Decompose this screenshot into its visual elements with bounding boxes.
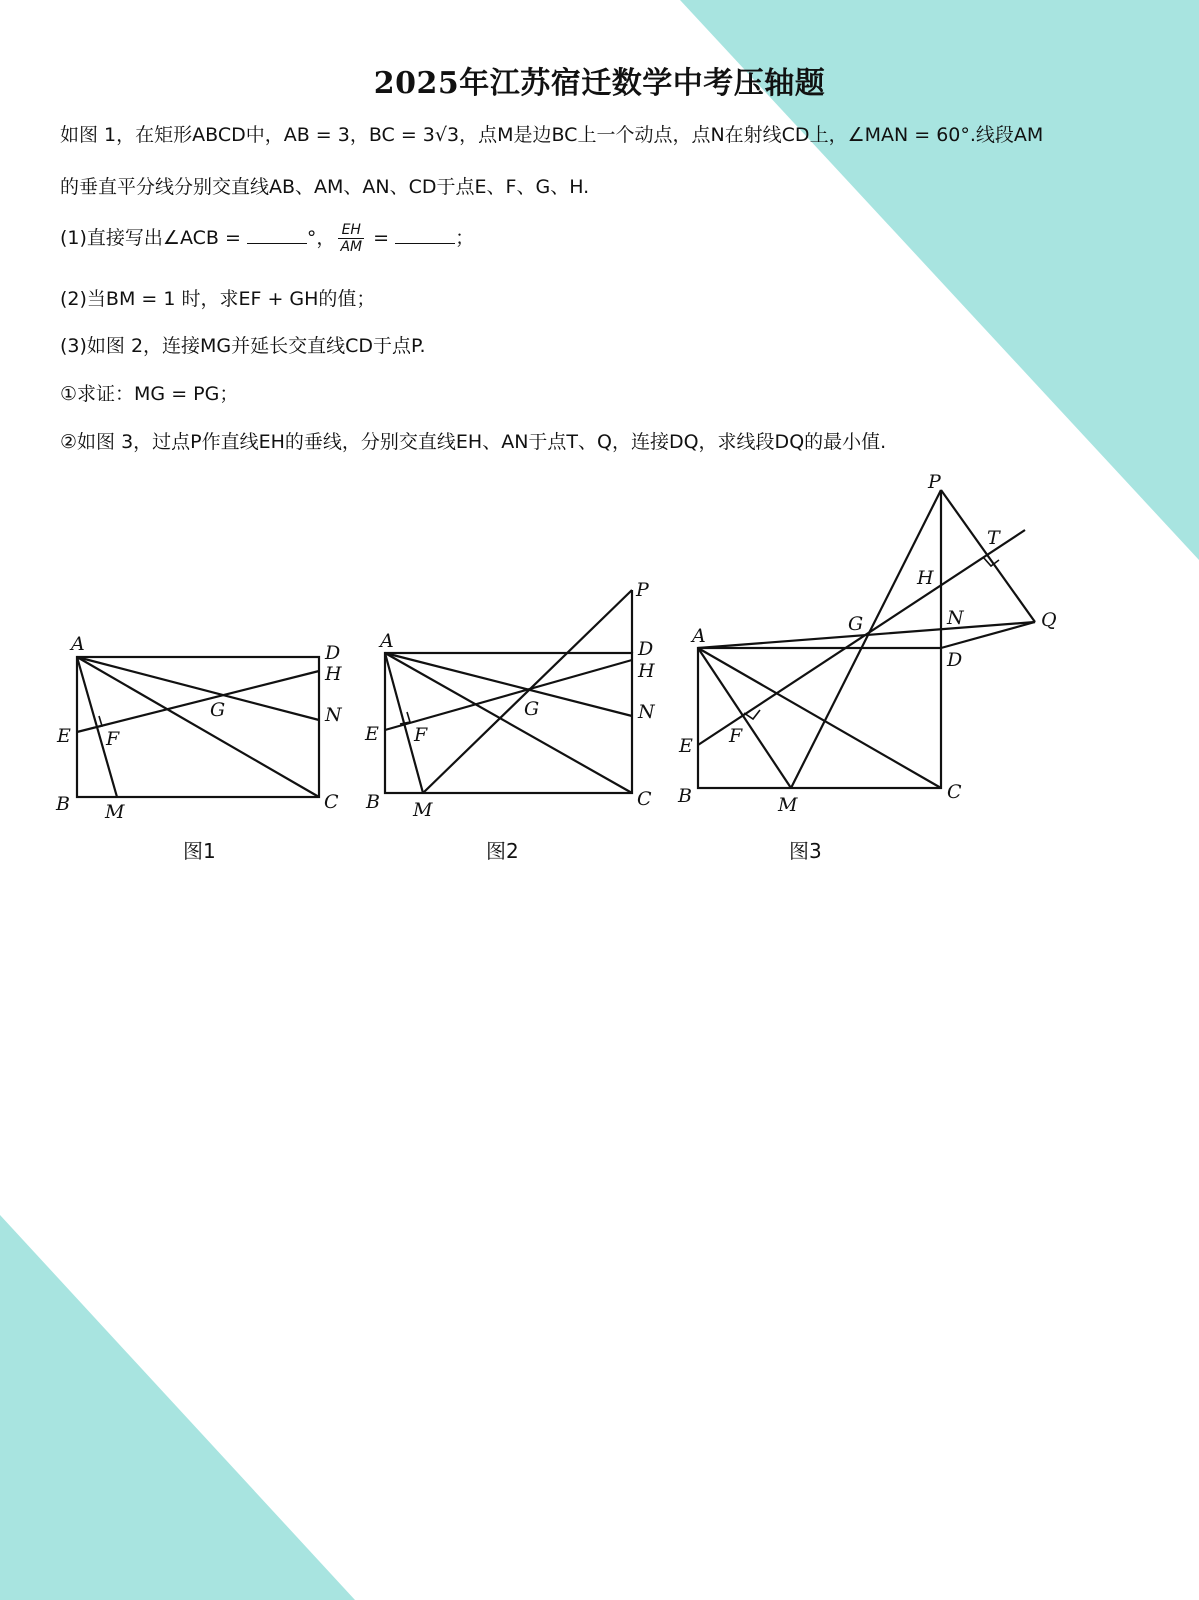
fig2-label-f: F (414, 724, 428, 746)
fig1-segment-ac (77, 657, 319, 797)
question-2: (2)当BM = 1 时，求EF + GH的值； (60, 288, 376, 310)
fig2-label-e: E (365, 723, 379, 745)
question-3: (3)如图 2，连接MG并延长交直线CD于点P. (60, 335, 426, 357)
fig3-label-e: E (679, 735, 693, 757)
figure-3-diagram (698, 490, 1035, 788)
fig2-labels (364, 579, 656, 821)
fraction-denominator: AM (340, 239, 363, 255)
fig3-label-a: A (692, 625, 706, 647)
fig2-segment-an (385, 653, 632, 716)
figure-2-caption: 图2 (486, 839, 519, 863)
fig3-label-n: N (947, 607, 964, 629)
fig2-label-d: D (638, 638, 654, 660)
fig3-label-d: D (947, 649, 963, 671)
fig3-segment-pq (941, 490, 1035, 622)
fig3-segment-am (698, 648, 791, 788)
fig3-label-p: P (928, 471, 941, 493)
q1-end: ； (455, 227, 475, 249)
fig3-label-m: M (778, 794, 798, 816)
q1-equals: = (367, 227, 396, 249)
fig3-label-q: Q (1041, 609, 1057, 631)
fig1-label-d: D (325, 642, 341, 664)
fig1-label-f: F (106, 728, 120, 750)
q1-mid: °， (306, 227, 336, 249)
fraction-numerator: EH (338, 222, 364, 239)
fig2-label-a: A (380, 630, 394, 652)
problem-intro-line2: 的垂直平分线分别交直线AB、AM、AN、CD于点E、F、G、H. (60, 176, 590, 198)
fig3-labels (677, 471, 1057, 816)
fig1-label-e: E (57, 725, 71, 747)
fig3-segment-ac (698, 648, 941, 788)
fraction-eh-am (338, 222, 364, 255)
fig1-segment-an (77, 657, 319, 720)
fig3-label-t: T (987, 527, 1000, 549)
fig3-label-g: G (848, 613, 864, 635)
fig1-label-n: N (325, 704, 342, 726)
fig3-label-c: C (947, 781, 962, 803)
figures (0, 460, 1199, 880)
fig2-label-g: G (524, 698, 540, 720)
fig2-label-m: M (413, 799, 433, 821)
fig2-label-h: H (638, 660, 655, 682)
fig1-label-h: H (325, 663, 342, 685)
question-1 (60, 222, 474, 255)
fig2-label-b: B (366, 791, 380, 813)
question-3-part-2: ②如图 3，过点P作直线EH的垂线，分别交直线EH、AN于点T、Q，连接DQ，求线段DQ的最小值. (60, 431, 887, 453)
fig3-right-angle-mark-f (744, 710, 760, 719)
fig2-label-p: P (636, 579, 649, 601)
fig1-label-c: C (324, 791, 339, 813)
fig2-segment-ac (385, 653, 632, 793)
fig3-label-h: H (917, 567, 934, 589)
fig1-label-m: M (105, 801, 125, 823)
figure-1-diagram (77, 657, 319, 797)
answer-blank-1 (247, 229, 307, 244)
question-3-part-1: ①求证：MG = PG； (60, 383, 239, 405)
fig1-label-g: G (210, 699, 226, 721)
fig3-label-b: B (678, 785, 692, 807)
fig3-label-f: F (729, 725, 743, 747)
bottom-left-accent (0, 1215, 355, 1600)
fig2-label-n: N (638, 701, 655, 723)
problem-intro-line1: 如图 1，在矩形ABCD中，AB = 3，BC = 3√3，点M是边BC上一个动点，点N在射线CD上，∠MAN = 60°.线段AM (60, 124, 1044, 146)
fig1-line-eh (77, 671, 319, 732)
page-title: 2025年江苏宿迁数学中考压轴题 (373, 66, 826, 101)
figure-1-caption: 图1 (183, 839, 216, 863)
fig2-label-c: C (637, 788, 652, 810)
answer-blank-2 (395, 229, 455, 244)
figure-2-diagram (385, 590, 632, 793)
figure-3-caption: 图3 (789, 839, 822, 863)
fig2-line-eh (385, 660, 632, 730)
fig1-label-a: A (71, 633, 85, 655)
q1-prefix: (1)直接写出∠ACB = (60, 227, 247, 249)
fig1-label-b: B (56, 793, 70, 815)
